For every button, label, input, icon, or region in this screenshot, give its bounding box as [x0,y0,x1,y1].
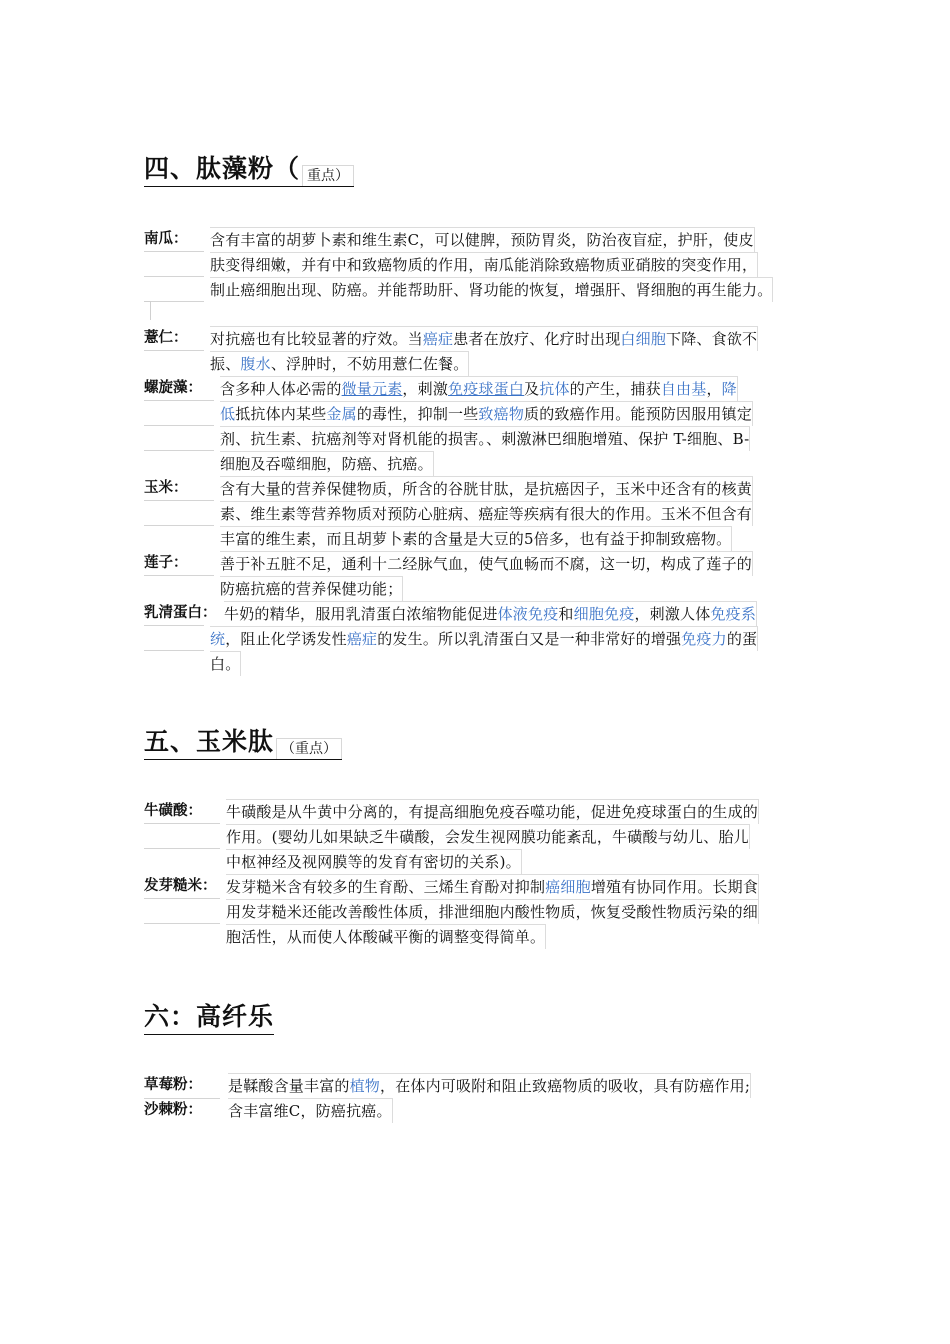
text-run: 振、 [210,355,241,373]
entry-line [210,351,469,376]
text-run: 的蛋 [726,630,758,648]
entry-line: 含有丰富的胡萝卜素和维生素C，可以健脾，预防胃炎，防治夜盲症，护肝，使皮 [210,227,755,252]
empty-paragraph-marker [144,301,151,320]
link-ascites[interactable]: 腹水 [240,355,271,373]
entry-term: 玉米： [144,480,188,496]
entry-line: 制止癌细胞出现、防癌。并能帮助肝、肾功能的恢复，增强肝、肾细胞的再生能力。 [210,277,773,302]
text-run: ，刺激 [402,380,449,398]
entry-pumpkin [144,227,824,307]
link-humoral-immunity[interactable]: 体液免疫 [497,605,559,623]
link-cancer[interactable]: 癌症 [346,630,378,648]
entry-line: 善于补五脏不足，通利十二经脉气血，使气血畅而不腐，这一切，构成了莲子的 [220,551,753,576]
entry-term: 螺旋藻： [144,380,202,396]
text-run: 增殖有协同作用。长期食 [590,878,759,896]
guide-line [144,1098,220,1099]
link-reduce[interactable]: 降 [721,380,737,398]
text-run: 的产生，捕获 [569,380,661,398]
guide-line [144,650,204,651]
entry-lotus-seed [144,551,824,601]
link-antibody[interactable]: 抗体 [539,380,570,398]
text-run: 的毒性，抑制一些 [356,405,479,423]
guide-line [144,450,214,451]
entry-term: 沙棘粉： [144,1102,202,1118]
entry-term: 草莓粉： [144,1077,202,1093]
entry-line [226,874,759,899]
text-run: ， [706,380,722,398]
guide-line [144,575,214,576]
entry-line: 作用。(婴幼儿如果缺乏牛磺酸，会发生视网膜功能紊乱，牛磺酸与幼儿、胎儿 [226,824,750,849]
link-immunoglobulin[interactable]: 免疫球蛋白 [448,380,525,398]
guide-line [144,525,214,526]
guide-line [144,625,204,626]
guide-line [144,848,220,849]
text-run: 、浮肿时，不妨用薏仁佐餐。 [270,355,469,373]
text-run: ，阻止化学诱发性 [225,630,347,648]
link-free-radical[interactable]: 自由基 [660,380,707,398]
text-run: 对抗癌也有比较显著的疗效。当 [210,330,423,348]
text-run: 和 [558,605,574,623]
section-heading: 五、玉米肽 [144,727,275,756]
link-white-blood-cell[interactable]: 白细胞 [620,330,667,348]
entry-whey-protein [144,601,824,676]
section-title-peptide-algae [144,146,354,187]
entry-line: 剂、抗生素、抗癌剂等对肾机能的损害。、刺激淋巴细胞增殖、保护 T-细胞、B- [220,426,750,451]
entry-term: 乳清蛋白： [144,605,217,621]
link-cancer-cell[interactable]: 癌细胞 [545,878,591,896]
entry-corn [144,476,824,551]
text-run: ，在体内可吸附和阻止致癌物质的吸收，具有防癌作用; [380,1077,751,1095]
link-plant[interactable]: 植物 [349,1077,381,1095]
text-run: 抵抗体内某些 [235,405,327,423]
entry-coix-seed [144,326,824,376]
link-trace-elements[interactable]: 微量元素 [341,380,403,398]
link-immunity[interactable]: 免疫力 [681,630,727,648]
entry-line: 丰富的维生素，而且胡萝卜素的含量是大豆的5倍多，也有益于抑制致癌物。 [220,526,732,551]
guide-line [144,923,220,924]
entry-line: 中枢神经及视网膜等的发育有密切的关系)。 [226,849,522,874]
text-run: 是鞣酸含量丰富的 [228,1077,350,1095]
guide-line [144,425,214,426]
text-run: 牛奶的精华，服用乳清蛋白浓缩物能促进 [224,605,498,623]
entry-line: 防癌抗癌的营养保健功能； [220,576,403,601]
link-cellular-immunity[interactable]: 细胞免疫 [573,605,635,623]
entry-term: 薏仁： [144,330,188,346]
entry-spirulina [144,376,824,476]
link-metal[interactable]: 金属 [326,405,357,423]
entry-line [210,326,758,351]
link-carcinogen[interactable]: 致癌物 [478,405,525,423]
guide-line [144,500,214,501]
guide-line [144,301,204,302]
entry-line [210,626,758,651]
guide-line [144,276,204,277]
section-heading: 六：高纤乐 [144,1002,275,1031]
entry-line: 胞活性，从而使人体酸碱平衡的调整变得简单。 [226,924,546,949]
section-note: （重点） [276,738,342,759]
entry-germinated-brown-rice [144,874,824,949]
entry-line: 白。 [210,651,241,676]
entry-line: 细胞及吞噬细胞，防癌、抗癌。 [220,451,434,476]
guide-line [144,251,204,252]
entry-line: 牛磺酸是从牛黄中分离的，有提高细胞免疫吞噬功能，促进免疫球蛋白的生成的 [226,799,759,824]
entry-line: 用发芽糙米还能改善酸性体质，排泄细胞内酸性物质，恢复受酸性物质污染的细 [226,899,759,924]
text-run: 发芽糙米含有较多的生育酚、三烯生育酚对抑制 [226,878,546,896]
entry-term: 南瓜： [144,231,188,247]
guide-line [144,350,204,351]
entry-strawberry-powder [144,1073,824,1098]
text-run: 及 [524,380,540,398]
entry-line: 含有大量的营养保健物质，所含的谷胱甘肽，是抗癌因子，玉米中还含有的核黄 [220,476,753,501]
section-heading: 四、肽藻粉（ [144,154,301,183]
text-run: 患者在放疗、化疗时出现 [453,330,621,348]
guide-line [144,823,220,824]
entry-seabuckthorn-powder [144,1098,824,1123]
guide-line [144,898,220,899]
entry-term: 发芽糙米： [144,878,217,894]
link-cancer[interactable]: 癌症 [422,330,454,348]
entry-line [224,601,757,626]
link-immune-system-cont[interactable]: 统 [210,630,226,648]
entry-term: 莲子： [144,555,188,571]
entry-line [220,376,738,401]
entry-term: 牛磺酸： [144,803,202,819]
section-note: 重点） [302,165,354,186]
entry-line: 含丰富维C，防癌抗癌。 [228,1098,393,1123]
link-reduce-cont[interactable]: 低 [220,405,236,423]
text-run: 含多种人体必需的 [220,380,342,398]
section-title-corn-peptide [144,719,342,760]
entry-line: 肤变得细嫩，并有中和致癌物质的作用，南瓜能消除致癌物质亚硝胺的突变作用， [210,252,758,277]
text-run: ，刺激人体 [634,605,711,623]
text-run: 质的致癌作用。能预防因服用镇定 [524,405,753,423]
entry-line [220,401,753,426]
text-run: 的发生。所以乳清蛋白又是一种非常好的增强 [377,630,682,648]
link-immune-system[interactable]: 免疫系 [710,605,757,623]
entry-line: 素、维生素等营养物质对预防心脏病、癌症等疾病有很大的作用。玉米不但含有 [220,501,753,526]
section-title-high-fiber [144,994,274,1035]
guide-line [144,400,214,401]
text-run: 下降、食欲不 [666,330,758,348]
entry-line [228,1073,751,1098]
entry-taurine [144,799,824,874]
